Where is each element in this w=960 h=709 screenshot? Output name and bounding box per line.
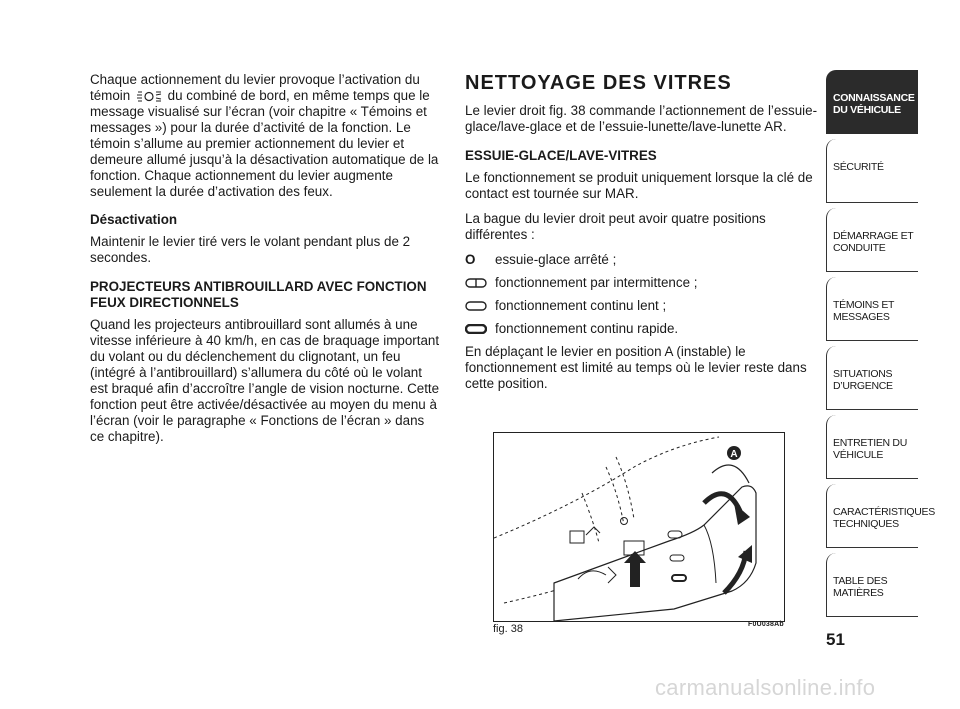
cornering-light-icon	[136, 91, 162, 102]
page-number: 51	[826, 630, 845, 649]
section-title: NETTOYAGE DES VITRES	[465, 72, 732, 94]
slow-wipe-icon	[465, 301, 495, 311]
position-slow: fonctionnement continu lent ;	[465, 298, 820, 314]
right-column	[465, 72, 820, 401]
intro-paragraph: Chaque actionnement du levier provoque l’activation du témoin du combiné de bord, en même temps que le message visualisé sur l’écran (voir chapitre « Témoins et messages ») pour la durée d’activité de la fonction. Le témoin s’allume au premier actionnement du levier et demeure allumé jusqu’à la désactivation automatique de la fonction. Chaque actionnement du levier augmente seulement la durée d’activation des feux.	[90, 72, 439, 199]
off-symbol: O	[465, 252, 476, 267]
wiper-p2: La bague du levier droit peut avoir quatre positions différentes :	[465, 211, 766, 242]
section-intro: Le levier droit fig. 38 commande l’actionnement de l’essuie-glace/lave-glace et de l’essuie-lunette/lave-lunette AR.	[465, 103, 818, 134]
intermittent-icon	[465, 278, 495, 288]
wiper-lever-figure	[493, 432, 785, 622]
wiper-p3: En déplaçant le levier en position A (instable) le fonctionnement est limité au temps où le levier reste dans cette position.	[465, 344, 807, 391]
fog-lights-text: Quand les projecteurs antibrouillard sont allumés à une vitesse inférieure à 40 km/h, en cas de braquage important du volant ou du déclenchement du clignotant, un feu (intégré à l’antibrouillard) s’allumera du côté où le volant est braqué afin d’accroître l’angle de vision nocturne. Cette fonction peut être activée/désactivée au moyen du menu à l’écran (voir le paragraphe « Fonctions de l’écran » dans ce chapitre).	[90, 317, 440, 444]
figure-reference: F0U038Ab	[748, 621, 784, 628]
tab-securite[interactable]: SÉCURITÉ	[826, 139, 918, 203]
tab-temoins[interactable]: TÉMOINS ET MESSAGES	[826, 277, 918, 341]
watermark: carmanualsonline.info	[655, 675, 876, 700]
fog-lights-title: PROJECTEURS ANTIBROUILLARD AVEC FONCTION FEUX DIRECTIONNELS	[90, 279, 427, 310]
deactivation-title: Désactivation	[90, 212, 178, 227]
tab-situations[interactable]: SITUATIONS D’URGENCE	[826, 346, 918, 410]
deactivation-text: Maintenir le levier tiré vers le volant pendant plus de 2 secondes.	[90, 234, 411, 265]
wiper-subtitle: ESSUIE-GLACE/LAVE-VITRES	[465, 148, 657, 163]
tab-entretien[interactable]: ENTRETIEN DU VÉHICULE	[826, 415, 918, 479]
position-intermittent: fonctionnement par intermittence ;	[465, 275, 820, 291]
tab-table-matieres[interactable]: TABLE DES MATIÈRES	[826, 553, 918, 617]
left-column	[90, 72, 440, 454]
tab-demarrage[interactable]: DÉMARRAGE ET CONDUITE	[826, 208, 918, 272]
position-fast: fonctionnement continu rapide.	[465, 321, 820, 337]
callout-a-label: A	[730, 449, 738, 460]
tab-connaissance[interactable]: CONNAISSANCE DU VÉHICULE	[826, 70, 918, 134]
figure-label: fig. 38	[493, 623, 523, 635]
position-off: O essuie-glace arrêté ;	[465, 252, 617, 267]
chapter-tabs	[826, 70, 935, 622]
lever-illustration	[494, 433, 784, 621]
wiper-p1: Le fonctionnement se produit uniquement lorsque la clé de contact est tournée sur MAR.	[465, 170, 813, 201]
fast-wipe-icon	[465, 324, 495, 334]
tab-caracteristiques[interactable]: CARACTÉRISTIQUES TECHNIQUES	[826, 484, 918, 548]
